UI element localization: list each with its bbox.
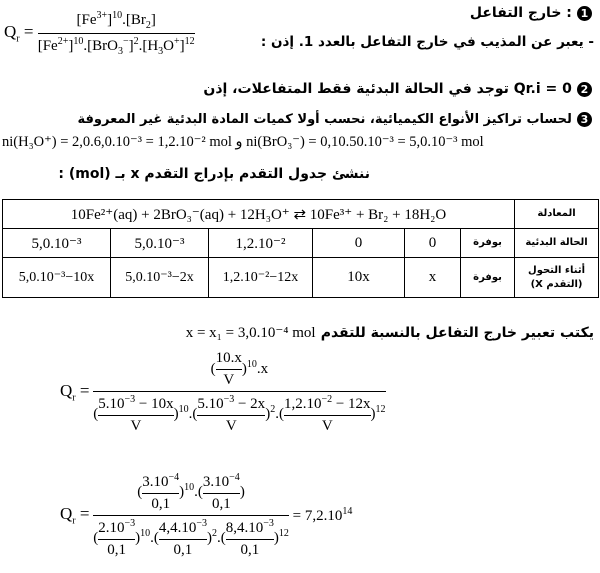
section3-badge: 3 [577,112,592,127]
section4-text: يكتب تعبير خارج التفاعل بالنسبة للتقدم [320,325,594,341]
section4-row [186,322,594,342]
table-cell: 0 [405,229,461,258]
table-cell: 1,2.10⁻² [209,229,313,258]
qr-definition-formula: $Q_r$ = $\frac{[Fe^{3+}]^{10}.[Br_2]}{[Fe^{2+}]^{10}.[BrO_3^-]^2.[H_3O^+]^{12}}$ [4,10,195,57]
section2-text: توجد في الحالة البدئية فقط المتفاعلات، إذن Qr.i = 0 [203,81,572,97]
x-value: x = x₁ = 3,0.10⁻⁴ mol [185,325,316,341]
section3-row [78,108,593,127]
table-intro: ننشئ جدول التقدم بإدراج التقدم x بـ (mol) : [58,166,370,182]
section1-heading: خارج التفاعل : [469,5,572,21]
table-row [3,200,599,229]
table-cell: x [405,258,461,298]
table-cell: 5,0.10⁻³−2x [111,258,209,298]
excess-cell: بوفرة [461,258,515,298]
section1-note: - يعبر عن المذيب في خارج التفاعل بالعدد 1. إذن : [260,34,594,50]
section2-row [203,78,592,97]
excess-cell: بوفرة [461,229,515,258]
table-cell: 5,0.10⁻³ [111,229,209,258]
section2-badge: 2 [577,82,592,97]
table-cell: 5,0.10⁻³−10x [3,258,111,298]
equation-label: المعادلة [515,200,599,229]
section1-badge: 1 [577,6,592,21]
table-cell: 10x [313,258,405,298]
during-label: أثناء التحول (التقدم X) [515,258,599,298]
advancement-table [2,199,599,298]
qr-numeric-formula: $Q_r$ = ( $\frac{3.10^{-4}}{0,1}$ )$^{10}$.( $\frac{3.10^{-4}}{0,1}$ ) ( $\frac{2.10^{-3}}{0,1}$ )$^{10}$.( $\frac{4,4.10^{-3}}{0,1}$ )$^2$.( $\frac{8,4.10^{-3}}{0,1}$ )$^{12}$ = $7,2.10^{14}$ [60,472,353,558]
section3-text: لحساب تراكيز الأنواع الكيميائية، نحسب أولا كميات المادة البدئية غير المعروفة [77,112,572,127]
initial-amounts: ni(H₃O⁺) = 2,0.6,0.10⁻³ = 1,2.10⁻² mol و ni(BrO₃⁻) = 0,10.50.10⁻³ = 5,0.10⁻³ mol [2,134,484,150]
table-cell: 0 [313,229,405,258]
qr-general-formula: $Q_r$ = ( $\frac{10.x}{V}$ )$^{10}$.x ( $\frac{5.10^{-3} - 10x}{V}$ )$^{10}$.( $\frac{5.10^{-3} - 2x}{V}$ )$^2$.( $\frac{1,2.10^{-2} - 12x}{V}$ )$^{12}$ [60,350,386,434]
equation-cell: 10Fe²⁺(aq) + 2BrO₃⁻(aq) + 12H₃O⁺ ⇄ 10Fe³⁺ + Br₂ + 18H₂O [3,200,515,229]
table-row [3,258,599,298]
table-cell: 5,0.10⁻³ [3,229,111,258]
table-cell: 1,2.10⁻²−12x [209,258,313,298]
initial-label: الحالة البدئية [515,229,599,258]
table-row [3,229,599,258]
section1-heading-row [470,2,592,21]
